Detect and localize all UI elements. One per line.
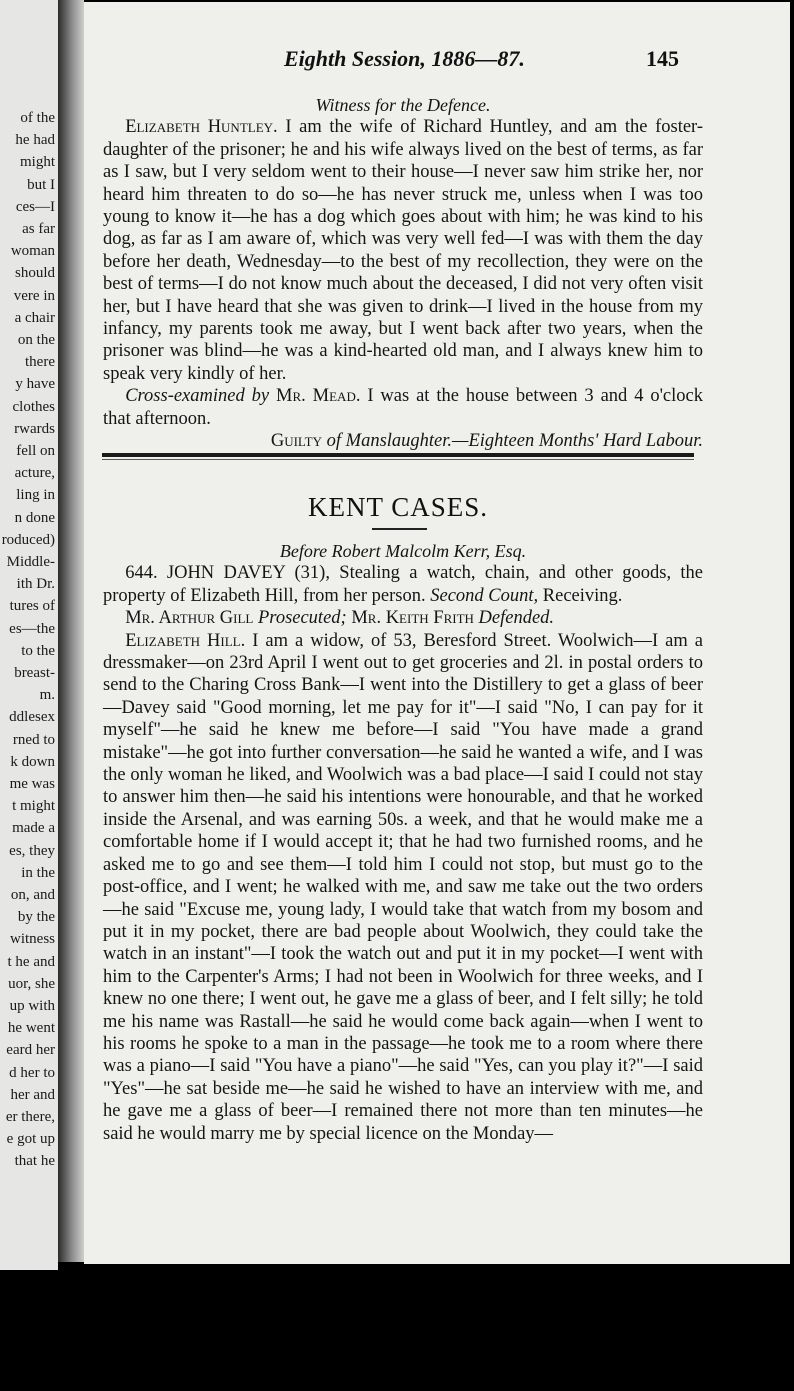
witness-heading: Witness for the Defence.	[315, 95, 491, 115]
defendant-age: (31),	[294, 563, 330, 584]
facing-page-fragment: made a	[12, 820, 55, 837]
cross-examiner: Mr. Mead.	[276, 386, 361, 407]
facing-page-fragment: uor, she	[8, 975, 55, 992]
facing-page-fragment: ddlesex	[9, 709, 55, 726]
case-number: 644.	[125, 563, 158, 584]
facing-page-fragment: a chair	[14, 309, 55, 326]
facing-page-fragment: on the	[17, 332, 55, 348]
testimony-text: I am the wife of Richard Huntley, and am the foster-daughter of the prisoner; he and his wife always lived on the best of terms, as far as I saw, but I very seldom went to their house—I never saw him strike her, nor heard him threaten to do so—he has never struck me, unless when I was too young to know it—he has a dog which goes about with him; he was kind to his dog, as far as I am aware of, which was very well fed—I was with them the day before her death, Wednesday—to the best of my recollection, they were on the best of terms—I do not know much about the deceased, I did not very often visit her, but I have heard that she was given to drink—I lived in the house from my infancy, my parents took me away, but I went back after two years, when the prisoner was blind—he was a kind-hearted old man, and I always knew him to speak very kindly of her.	[103, 117, 703, 384]
defendant-name: JOHN DAVEY	[166, 563, 286, 584]
prosecution-counsel: Mr. Arthur Gill	[125, 608, 254, 629]
facing-page-fragment: tures of	[9, 598, 55, 615]
facing-page-fragment: roduced)	[1, 531, 55, 548]
facing-page-fragment: to the	[21, 642, 55, 659]
witness-name: Elizabeth Huntley.	[125, 117, 278, 138]
facing-page-edge	[0, 0, 58, 1270]
facing-page-fragment: woman	[10, 243, 55, 260]
facing-page-fragment: up with	[9, 998, 55, 1014]
facing-page-fragment: t might	[12, 798, 55, 815]
facing-page-fragment: vere in	[13, 287, 55, 304]
facing-page-fragment: n done	[14, 509, 55, 526]
case-header	[103, 562, 703, 607]
section-divider	[102, 453, 694, 457]
facing-page-fragment: ith Dr.	[16, 576, 55, 593]
section-divider-thin	[102, 459, 694, 460]
facing-page-fragment: Middle-	[6, 554, 55, 570]
hill-testimony-text: I am a widow, of 53, Beresford Street. Woolwich—I am a dressmaker—on 23rd April I went out to get groceries and 2l. in postal orders to send to the Charing Cross Bank—I went into the Distillery to get a glass of beer—Davey said "Good morning, let me pay for it"—I said "No, I can pay for it myself"—he said he knew me before—I said "You have made a grand mistake"—he got into further conversation—he said he wanted a wife, and I was the only woman he liked, and Woolwich was a bad place—I said I could not stay to answer him then—he said his intentions were honourable, and that he worked inside the Arsenal, and was earning 50s. a week, and that he would make me a comfortable home if I would accept it; that he had two furnished rooms, and he asked me to go and see them—I told him I could not stop, but must go to the post-office, and I went; he walked with me, and saw me take out the two orders—he said "Excuse me, young lady, I would take that watch from my bosom and put it in my pocket, there are bad people about Woolwich, they could take the watch in an instant"—I took the watch out and put it in my pocket—I went with him to the Carpenter's Arms; I had not been in Woolwich for three weeks, and I knew no one there; I went out, he gave me a glass of beer, and I felt silly; he told me his name was Rastall—he said he would come back again—when I went to his rooms he spoke to a man in the passage—he took me to a room where there was a piano—I said "You have a piano"—he said "Yes, can you play it?"—I said "Yes"—he sat beside me—he said he wished to have an interview with me, and he gave me a glass of beer—I remained there not more than ten minutes—he said he would marry me by special licence on the Monday—	[103, 630, 703, 1144]
book-page	[84, 2, 790, 1264]
hill-testimony	[103, 630, 703, 1145]
witness-section	[103, 94, 703, 453]
facing-page-fragment: should	[14, 265, 55, 282]
book-gutter	[58, 0, 84, 1262]
facing-page-fragment: he had	[15, 132, 55, 149]
facing-page-fragment: me was	[9, 776, 55, 792]
kent-cases-title: KENT CASES.	[307, 492, 489, 522]
facing-page-fragment: fell on	[16, 443, 55, 459]
facing-page-fragment: m.	[39, 687, 55, 704]
facing-page-fragment: er there,	[5, 1109, 55, 1125]
facing-page-fragment: breast-	[14, 665, 55, 681]
facing-page-fragment: witness	[10, 931, 55, 948]
cross-label: Cross-examined by	[125, 386, 270, 407]
facing-page-fragment: he went	[7, 1020, 55, 1037]
huntley-testimony	[103, 116, 703, 385]
title-rule	[372, 528, 427, 530]
facing-page-fragment: ces—I	[15, 198, 55, 215]
charge-text: Stealing a watch, chain, and other goods, the property of Elizabeth Hill, from her person.	[103, 563, 704, 606]
verdict	[103, 430, 703, 452]
facing-page-fragment: e got up	[6, 1131, 55, 1148]
defended-label: Defended.	[478, 608, 555, 629]
facing-page-fragment: es, they	[9, 842, 55, 859]
receiving: Receiving.	[538, 585, 623, 606]
facing-page-fragment: clothes	[12, 398, 55, 415]
counsel-line	[103, 607, 703, 629]
facing-page-fragment: acture,	[14, 465, 55, 482]
running-title: Eighth Session, 1886—87.	[284, 46, 525, 71]
cross-text: I was at the house between 3 and 4 o'clock that afternoon.	[103, 386, 703, 429]
judge-line: Before Robert Malcolm Kerr, Esq.	[279, 541, 527, 561]
facing-page-fragment: rned to	[12, 731, 55, 748]
prosecuted-label: Prosecuted;	[258, 608, 347, 629]
hill-name: Elizabeth Hill.	[125, 630, 246, 651]
facing-page-fragment: k down	[10, 753, 55, 770]
second-count: Second Count,	[430, 585, 539, 606]
cross-examination	[103, 385, 703, 430]
facing-page-fragment: es—the	[9, 620, 55, 637]
facing-page-fragment: might	[19, 154, 55, 171]
verdict-guilty: Guilty	[270, 431, 323, 452]
facing-page-fragment: her and	[10, 1086, 55, 1103]
facing-page-fragment: but I	[27, 176, 55, 193]
facing-page-fragment: ling in	[16, 487, 55, 504]
kent-section	[103, 540, 703, 1145]
facing-page-fragment: eard her	[6, 1042, 55, 1059]
facing-page-fragment: y have	[15, 376, 55, 393]
defence-counsel: Mr. Keith Frith	[351, 608, 474, 629]
facing-page-fragment: as far	[22, 221, 55, 237]
facing-page-fragment: that he	[14, 1153, 55, 1170]
facing-page-fragment: on, and	[10, 887, 55, 903]
facing-page-fragment: by the	[17, 909, 55, 926]
facing-page-fragment: of the	[20, 110, 55, 126]
page-number: 145	[646, 46, 679, 71]
facing-page-fragment: rwards	[14, 420, 55, 437]
facing-page-fragment: there	[25, 354, 55, 371]
facing-page-fragment: d her to	[9, 1064, 55, 1081]
facing-page-fragment: t he and	[7, 953, 55, 970]
verdict-sentence: of Manslaughter.—Eighteen Months' Hard Labour.	[322, 431, 703, 452]
facing-page-fragment: in the	[21, 864, 55, 881]
